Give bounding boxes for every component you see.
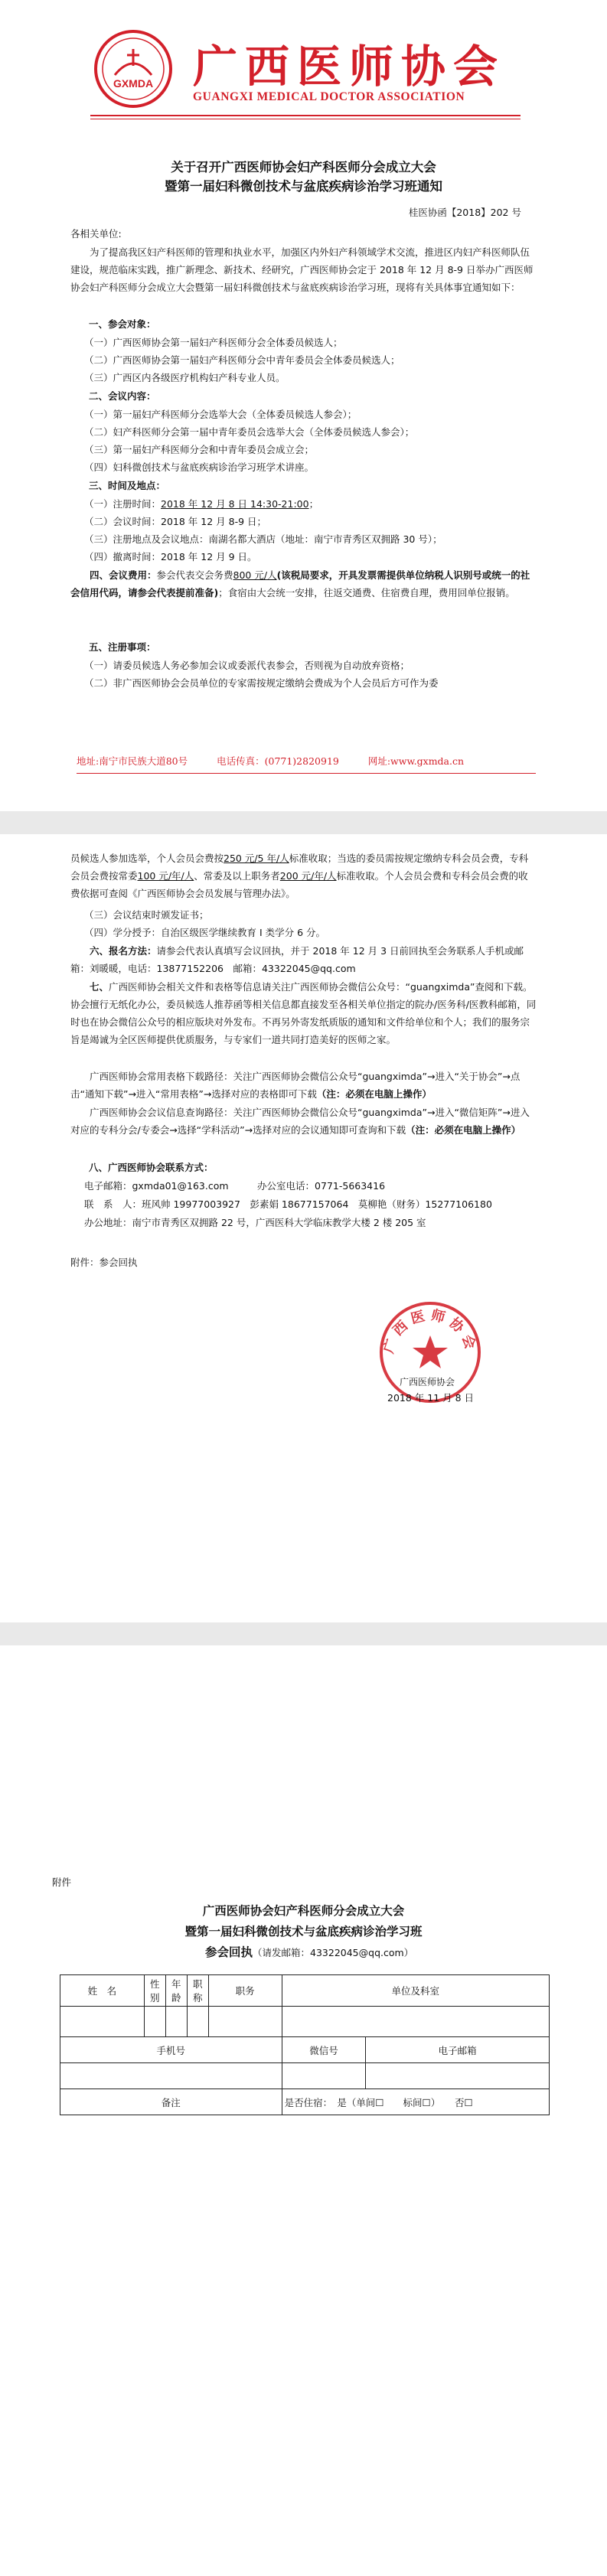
section-1-item: （三）广西区内各级医疗机构妇产科专业人员。	[84, 372, 286, 383]
contact-people: 联 系 人：班风帅 19977003927 彭素娟 18677157064 莫柳艳（财务）15277106180	[84, 1198, 492, 1210]
intro-paragraph: 为了提高我区妇产科医师的管理和执业水平，加强区内外妇产科领域学术交流，推进区内妇产科医师队伍建设，规范临床实践，推广新理念、新技术、经研究，广西医师协会定于 2018 年 12 月 8-9 日举办广西医师协会妇产科医师分会成立大会暨第一届妇科微创技术与盆底疾病诊治学习班，现将有关具体事宜通知如下：	[70, 246, 534, 293]
contact-email: 电子邮箱：gxmda01@163.com 办公室电话：0771-5663416	[84, 1180, 386, 1192]
letter-page-2	[0, 834, 607, 1622]
section-2-item: （一）第一届妇产科医师分会选举大会（全体委员候选人参会）；	[84, 409, 357, 420]
section-2-heading: 二、会议内容：	[89, 390, 156, 402]
registration-item-continued: 员候选人参加选举，个人会员会费按250 元/5 年/人标准收取；当选的委员需按规定缴纳专科会员会费，专科会员会费按常委100 元/年/人、常委及以上职务者200 元/年/人标准收取。个人会员会费和专科会员会费的收费依据可查阅《广西医师协会会员发展与管理办法》。	[70, 853, 529, 899]
registration-item: （一）请委员候选人务必参加会议或委派代表参会，否则视为自动放弃资格；	[84, 660, 410, 671]
form-title-line-1: 广西医师协会妇产科医师分会成立大会	[202, 1904, 405, 1918]
reply-form-table	[60, 1974, 550, 2115]
form-title-line-2: 暨第一届妇科微创技术与盆底疾病诊治学习班	[184, 1925, 423, 1939]
wechat-label: 微信号	[282, 2037, 366, 2063]
footer-phone: 电话传真：(0771)2820919	[217, 755, 339, 767]
notice-title-line-2: 暨第一届妇科微创技术与盆底疾病诊治学习班通知	[165, 179, 442, 194]
header-position: 职务	[208, 1975, 282, 2007]
section-1-item: （一）广西医师协会第一届妇产科医师分会全体委员候选人；	[84, 337, 343, 348]
remark-label: 备注	[60, 2089, 282, 2115]
checkout-time: （四）撤离时间：2018 年 12 月 9 日。	[84, 551, 257, 562]
logo-text: GXMDA	[113, 77, 154, 90]
attachment-label: 附件	[52, 1877, 72, 1888]
footer-contact	[77, 754, 536, 768]
seal-caption: 广西医师协会	[400, 1377, 455, 1387]
seal-ring-text: 广西医师协会	[380, 1307, 480, 1355]
gender-cell[interactable]	[144, 2007, 165, 2037]
footer-website: 网址:www.gxmda.cn	[367, 755, 465, 767]
form-email-note: （请发邮箱：43322045@qq.com）	[253, 1947, 414, 1958]
age-cell[interactable]	[165, 2007, 187, 2037]
signing-date: 2018 年 11 月 8 日	[387, 1392, 475, 1404]
section-6-signup: 六、报名方法：请参会代表认真填写会议回执，并于 2018 年 12 月 3 日前回执至会务联系人手机或邮箱：刘暖暖，电话：13877152206 邮箱：43322045@qq.com	[70, 945, 524, 974]
header-age: 年龄	[165, 1975, 187, 2007]
attachment-note: 附件：参会回执	[70, 1257, 138, 1268]
registration-item: （二）非广西医师协会会员单位的专家需按规定缴纳会费成为个人会员后方可作为委	[84, 677, 439, 689]
section-1-heading: 一、参会对象：	[89, 318, 156, 330]
footer-rule	[77, 773, 536, 774]
phone-cell[interactable]	[60, 2063, 282, 2089]
name-cell[interactable]	[60, 2007, 145, 2037]
footer-address: 地址:南宁市民族大道80号	[77, 755, 188, 767]
header-gender: 性别	[144, 1975, 165, 2007]
document-number: 桂医协函【2018】202 号	[408, 207, 521, 218]
position-cell[interactable]	[208, 2007, 282, 2037]
email-cell[interactable]	[366, 2063, 550, 2089]
office-address: 办公地址：南宁市青秀区双拥路 22 号，广西医科大学临床教学大楼 2 楼 205 室	[84, 1217, 426, 1228]
notice-title-line-1: 关于召开广西医师协会妇产科医师分会成立大会	[171, 160, 436, 174]
section-7-notice: 七、广西医师协会相关文件和表格等信息请关注广西医师协会微信公众号：“guangximda”查阅和下载。协会擅行无纸化办公，委员候选人推荐函等相关信息都直接发至各相关单位指定的院办/医务科/医教科邮箱，同时也在协会微信公众号的相应版块对外发布。不再另外寄发纸质版的通知和文件给单位和个人；我们的服务宗旨是竭诚为全区医师提供优质服务，与专家们一道共同打造美好的医师之家。	[70, 981, 537, 1045]
gxmda-logo-icon	[93, 29, 173, 109]
unit-cell[interactable]	[282, 2007, 549, 2037]
attachment-page	[0, 1645, 607, 2576]
header-title: 职称	[187, 1975, 208, 2007]
title-cell[interactable]	[187, 2007, 208, 2037]
header-unit: 单位及科室	[282, 1975, 549, 2007]
info-path: 广西医师协会会议信息查询路径：关注广西医师协会微信公众号“guangximda”→进入“微信矩阵”→进入对应的专科分会/专委会→选择“学科活动”→选择对应的会议通知即可查询和下载（注：必须在电脑上操作）	[70, 1107, 530, 1136]
section-2-item: （三）第一届妇产科医师分会和中青年委员会成立会；	[84, 444, 315, 455]
official-seal-icon	[377, 1299, 484, 1406]
letter-page-1	[0, 0, 607, 811]
section-1-item: （二）广西医师协会第一届妇产科医师分会中青年委员会全体委员候选人；	[84, 354, 400, 366]
header-rule	[90, 115, 521, 116]
section-3-heading: 三、时间及地点：	[89, 480, 166, 491]
org-name-cn: 广西医师协会	[193, 41, 506, 93]
salutation: 各相关单位:	[70, 228, 122, 240]
accommodation-options[interactable]: 是否住宿： 是（单间☐ 标间☐） 否☐	[282, 2089, 549, 2115]
wechat-cell[interactable]	[282, 2063, 366, 2089]
section-8-heading: 八、广西医师协会联系方式：	[89, 1162, 214, 1173]
org-name-en: GUANGXI MEDICAL DOCTOR ASSOCIATION	[193, 90, 465, 103]
meeting-venue: （三）注册地点及会议地点：南湖名都大酒店（地址：南宁市青秀区双拥路 30 号）；	[84, 533, 442, 545]
section-4-fees: 四、会议费用：参会代表交会务费800 元/人(该税局要求，开具发票需提供单位纳税人识别号或统一的社会信用代码，请参会代表提前准备)；食宿由大会统一安排，往返交通费、住宿费自理，费用回单位报销。	[70, 569, 530, 598]
phone-label: 手机号	[60, 2037, 282, 2063]
registration-item: （三）会议结束时颁发证书；	[84, 909, 209, 921]
registration-time: （一）注册时间：2018 年 12 月 8 日 14:30-21:00；	[84, 498, 319, 510]
section-5-heading: 五、注册事项：	[89, 641, 156, 653]
email-label: 电子邮箱	[366, 2037, 550, 2063]
meeting-time: （二）会议时间：2018 年 12 月 8-9 日；	[84, 516, 267, 527]
registration-item: （四）学分授予：自治区级医学继续教育 I 类学分 6 分。	[84, 927, 326, 938]
form-title-line-3: 参会回执（请发邮箱：43322045@qq.com）	[205, 1945, 414, 1959]
section-2-item: （二）妇产科医师分会第一届中青年委员会选举大会（全体委员候选人参会）；	[84, 426, 415, 438]
download-path: 广西医师协会常用表格下载路径：关注广西医师协会微信公众号“guangximda”→进入“关于协会”→点击“通知下载”→进入“常用表格”→选择对应的表格即可下载（注：必须在电脑上操作）	[70, 1071, 521, 1100]
section-2-item: （四）妇科微创技术与盆底疾病诊治学习班学术讲座。	[84, 461, 315, 473]
header-name: 姓 名	[60, 1975, 145, 2007]
